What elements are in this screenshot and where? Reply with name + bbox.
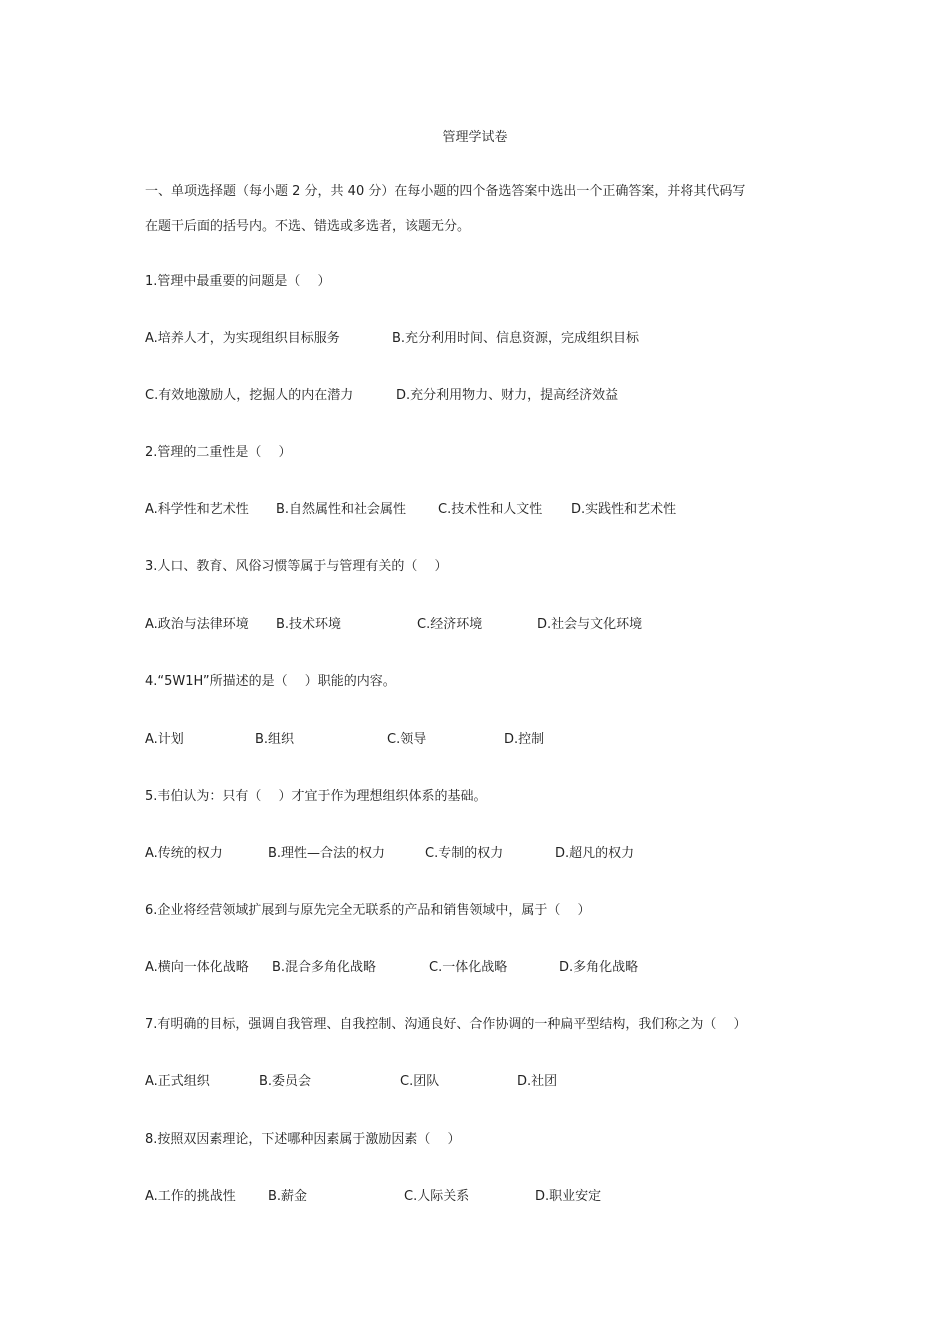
- question-6-stem: 6.企业将经营领域扩展到与原先完全无联系的产品和销售领域中，属于（ ）: [145, 903, 591, 918]
- question-5-option-b: B.理性—合法的权力: [268, 846, 386, 861]
- question-8-option-b: B.薪金: [268, 1189, 308, 1204]
- question-5-option-d: D.超凡的权力: [555, 846, 635, 861]
- question-1-options-row-1: [145, 330, 845, 348]
- question-4-option-b: B.组织: [255, 732, 295, 747]
- question-2-options: [145, 501, 845, 519]
- question-3-options: [145, 616, 845, 634]
- question-4-options: [145, 731, 845, 749]
- question-2-option-d: D.实践性和艺术性: [571, 502, 677, 517]
- section-intro-line-1: 一、单项选择题（每小题 2 分，共 40 分）在每小题的四个备选答案中选出一个正确答案，并将其代码写: [145, 184, 746, 199]
- question-3-stem: 3.人口、教育、风俗习惯等属于与管理有关的（ ）: [145, 559, 448, 574]
- question-7-stem: 7.有明确的目标，强调自我管理、自我控制、沟通良好、合作协调的一种扁平型结构，我们称之为（ ）: [145, 1017, 747, 1032]
- question-8-option-d: D.职业安定: [535, 1189, 602, 1204]
- question-8-option-a: A.工作的挑战性: [145, 1189, 236, 1204]
- question-3-option-b: B.技术环境: [276, 617, 342, 632]
- question-8-stem: 8.按照双因素理论，下述哪种因素属于激励因素（ ）: [145, 1132, 461, 1147]
- question-1-option-d: D.充分利用物力、财力，提高经济效益: [396, 388, 619, 403]
- question-4-stem: 4.“5W1H”所描述的是（ ）职能的内容。: [145, 674, 396, 689]
- question-2-stem: 2.管理的二重性是（ ）: [145, 445, 292, 460]
- question-5-option-c: C.专制的权力: [425, 846, 504, 861]
- question-6-option-b: B.混合多角化战略: [272, 960, 377, 975]
- question-6-option-a: A.横向一体化战略: [145, 960, 249, 975]
- question-4-option-a: A.计划: [145, 732, 184, 747]
- question-8-options: [145, 1188, 845, 1206]
- question-8-option-c: C.人际关系: [404, 1189, 470, 1204]
- question-3-option-d: D.社会与文化环境: [537, 617, 643, 632]
- page-title: 管理学试卷: [442, 130, 508, 145]
- question-1-option-c: C.有效地激励人，挖掘人的内在潜力: [145, 388, 354, 403]
- question-7-options: [145, 1073, 845, 1091]
- question-1-stem: 1.管理中最重要的问题是（ ）: [145, 274, 331, 289]
- question-2-option-a: A.科学性和艺术性: [145, 502, 249, 517]
- question-5-option-a: A.传统的权力: [145, 846, 223, 861]
- question-6-option-c: C.一体化战略: [429, 960, 508, 975]
- question-1-option-a: A.培养人才，为实现组织目标服务: [145, 331, 340, 346]
- question-2-option-c: C.技术性和人文性: [438, 502, 543, 517]
- question-6-option-d: D.多角化战略: [559, 960, 639, 975]
- question-7-option-d: D.社团: [517, 1074, 558, 1089]
- question-5-options: [145, 845, 845, 863]
- question-3-option-a: A.政治与法律环境: [145, 617, 249, 632]
- question-1-option-b: B.充分利用时间、信息资源，完成组织目标: [392, 331, 640, 346]
- question-2-option-b: B.自然属性和社会属性: [276, 502, 407, 517]
- question-7-option-c: C.团队: [400, 1074, 440, 1089]
- question-4-option-c: C.领导: [387, 732, 427, 747]
- question-3-option-c: C.经济环境: [417, 617, 483, 632]
- question-5-stem: 5.韦伯认为：只有（ ）才宜于作为理想组织体系的基础。: [145, 789, 487, 804]
- question-4-option-d: D.控制: [504, 732, 545, 747]
- question-6-options: [145, 959, 845, 977]
- section-intro-line-2: 在题干后面的括号内。不选、错选或多选者，该题无分。: [145, 219, 471, 234]
- question-7-option-a: A.正式组织: [145, 1074, 210, 1089]
- question-1-options-row-2: [145, 387, 845, 405]
- question-7-option-b: B.委员会: [259, 1074, 312, 1089]
